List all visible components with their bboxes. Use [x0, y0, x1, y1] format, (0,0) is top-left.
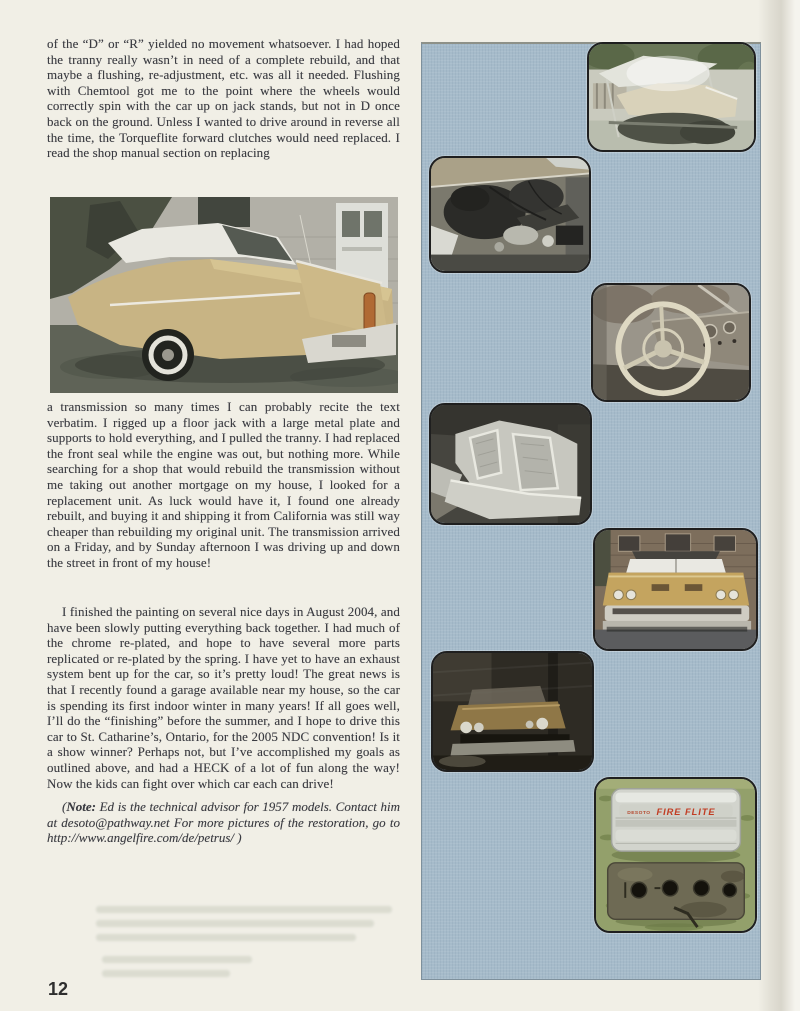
engine-bay-illustration: [431, 158, 589, 271]
paragraph-finishing: I finished the painting on several nice days in August 2004, and have been slowly putting everything back together. I had much of the chrome re-plated, and hope to have several more parts replicated or re-plated by the spring. I have yet to have an exhaust system bent up for the car, so it’s pretty loud! The great news is that I recently found a garage available near my house, so the car is spending its first indoor winter in many years! If all goes well, I’ll do the “finishing” before the summer, and I hope to drive this car to St. Catharine’s, Ontario, for the 2005 NDC convention! Is it a show winner? Perhaps not, but I’ve accomplished my goals as outlined above, and had a HECK of a lot of fun along the way! Now the kids can fight over which car each can drive!: [47, 604, 400, 791]
note-text: Ed is the technical advisor for 1957 models. Contact him at desoto@pathway.net For more pictures of the restoration, go to http://www.angelfire.com/de/petrus/ ): [47, 799, 400, 846]
page-number: 12: [48, 979, 69, 999]
photo-bench-seat: [429, 403, 592, 525]
closing-paragraphs: [47, 604, 400, 846]
desoto-car-photo-illustration: [50, 197, 398, 393]
note-open: (: [62, 799, 67, 815]
note-paragraph: [47, 799, 400, 846]
valve-cover-model-text: FIRE FLITE: [656, 807, 716, 818]
note-label: Note:: [66, 799, 96, 815]
paragraph-transmission-intro: of the “D” or “R” yielded no movement whatsoever. I had hoped the tranny really wasn’t in need of a complete rebuild, and that maybe a flushing, re-adjustment, etc. was all it needed. Flushing with Chemtool got me to the point where the wheels would correctly spin with the car up on jack stands, but not in D once back on the ground. Unless I wanted to drive around in reverse all the time, the Torqueflite forward clutches would need replaced. I read the shop manual section on replacing: [47, 36, 400, 161]
bench-seat-illustration: [431, 405, 590, 523]
bleed-through-artifact: [102, 956, 252, 984]
bleed-through-artifact: [96, 906, 392, 948]
steering-wheel-illustration: [593, 285, 749, 400]
photo-engine-bay: [429, 156, 591, 273]
photo-front-view-street: [593, 528, 758, 651]
rotisserie-illustration: [589, 44, 754, 150]
photo-valve-covers: [594, 777, 757, 933]
paragraph-replacement-unit: a transmission so many times I can probably recite the text verbatim. I rigged up a floor jack with a large metal plate and supports to hold everything, and I pulled the tranny. I had replaced the front seal while the engine was out, but nothing more. While searching for a shop that would rebuild the transmission without me taking out another mortgage on my house, I looked for a replacement unit. As luck would have it, I found one already rebuilt, and buying it and shipping it from California was still way cheaper than rebuilding my original unit. The transmission arrived on a Friday, and by Sunday afternoon I was driving up and down the street in front of my house!: [47, 399, 400, 570]
front-garage-illustration: [433, 653, 592, 770]
photo-front-view-garage: [431, 651, 594, 772]
valve-cover-brand-text: DESOTO: [627, 811, 651, 817]
photo-desoto-rear-quarter: [50, 197, 398, 393]
valve-covers-illustration: [596, 779, 755, 931]
photo-sidebar-panel: [421, 42, 761, 980]
photo-steering-wheel-dashboard: [591, 283, 751, 402]
front-street-illustration: [595, 530, 756, 649]
photo-body-on-rotisserie: [587, 42, 756, 152]
page-edge-shading: [758, 0, 800, 1011]
